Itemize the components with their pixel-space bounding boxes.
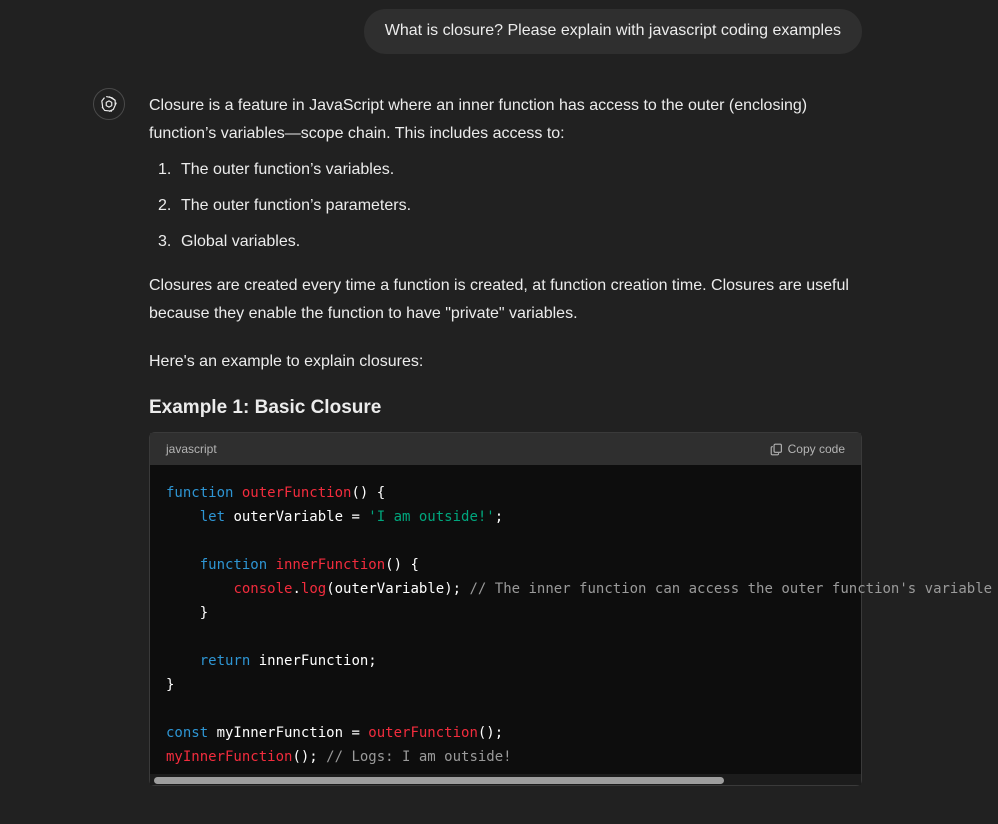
code-language-label: javascript [166,442,217,456]
code-token: function [166,485,242,501]
code-line [166,721,845,745]
code-token: let [199,509,234,525]
code-line [166,481,845,505]
code-token: (); [477,725,504,741]
list-text: The outer function’s variables. [181,161,395,178]
openai-logo-icon [99,94,119,114]
code-token [166,557,200,573]
closures-paragraph: Closures are created every time a function is created, at function creation time. Closures are useful because they enable the function to have "private" variables. [149,277,849,322]
code-token: // The inner function can access the outer function's variable [469,581,993,597]
copy-icon [770,443,783,456]
code-token: innerFunction; [258,653,377,669]
assistant-avatar [93,88,125,120]
code-token [166,509,200,525]
code-token: () { [351,485,386,501]
code-header [150,433,861,465]
code-line [166,673,845,697]
code-block [149,432,993,786]
copy-code-label: Copy code [787,442,845,456]
code-line [166,649,845,673]
intro-paragraph: Closure is a feature in JavaScript where an inner function has access to the outer (enclosing) function’s variables—scope chain. This includes access to: [149,97,808,142]
code-token [166,581,233,597]
code-token: . [292,581,301,597]
horizontal-scrollbar[interactable] [150,774,861,785]
code-token: myInnerFunction = [216,725,369,741]
code-token: innerFunction [275,557,386,573]
code-line [166,529,845,553]
list-number: 1. [158,161,172,178]
code-body [150,465,993,785]
code-token: (outerVariable); [326,581,470,597]
code-token: function [199,557,276,573]
code-token: } [166,677,175,693]
copy-code-button[interactable] [770,435,845,463]
code-token: outerFunction [241,485,352,501]
features-list [149,152,862,260]
list-item [149,188,862,224]
code-token: 'I am outside!' [368,509,495,525]
code-token: outerVariable = [233,509,369,525]
code-line [166,601,845,625]
code-line [166,505,845,529]
code-line [166,577,993,601]
code-line [166,553,845,577]
list-item [149,224,862,260]
code-line [166,697,845,721]
user-message-row [364,9,862,54]
code-token: // Logs: I am outside! [326,749,512,765]
assistant-message [149,92,993,786]
code-token: return [199,653,259,669]
code-token: () { [385,557,419,573]
code-line [166,745,845,769]
list-text: Global variables. [181,233,301,250]
code-token: log [300,581,327,597]
code-token [166,653,200,669]
code-token: outerFunction [368,725,478,741]
example-heading: Example 1: Basic Closure [149,397,382,418]
code-line [166,625,845,649]
example-intro-paragraph: Here's an example to explain closures: [149,353,424,370]
list-item [149,152,862,188]
code-token: ; [494,509,504,525]
code-token: myInnerFunction [166,749,293,765]
list-text: The outer function’s parameters. [181,197,412,214]
list-number: 3. [158,233,172,250]
code-token: console [233,581,293,597]
list-number: 2. [158,197,172,214]
code-token: const [166,725,217,741]
code-content [150,465,993,769]
scrollbar-thumb[interactable] [154,777,724,784]
code-token: (); [292,749,327,765]
user-message: What is closure? Please explain with javascript coding examples [364,9,862,54]
code-token: } [166,605,209,621]
